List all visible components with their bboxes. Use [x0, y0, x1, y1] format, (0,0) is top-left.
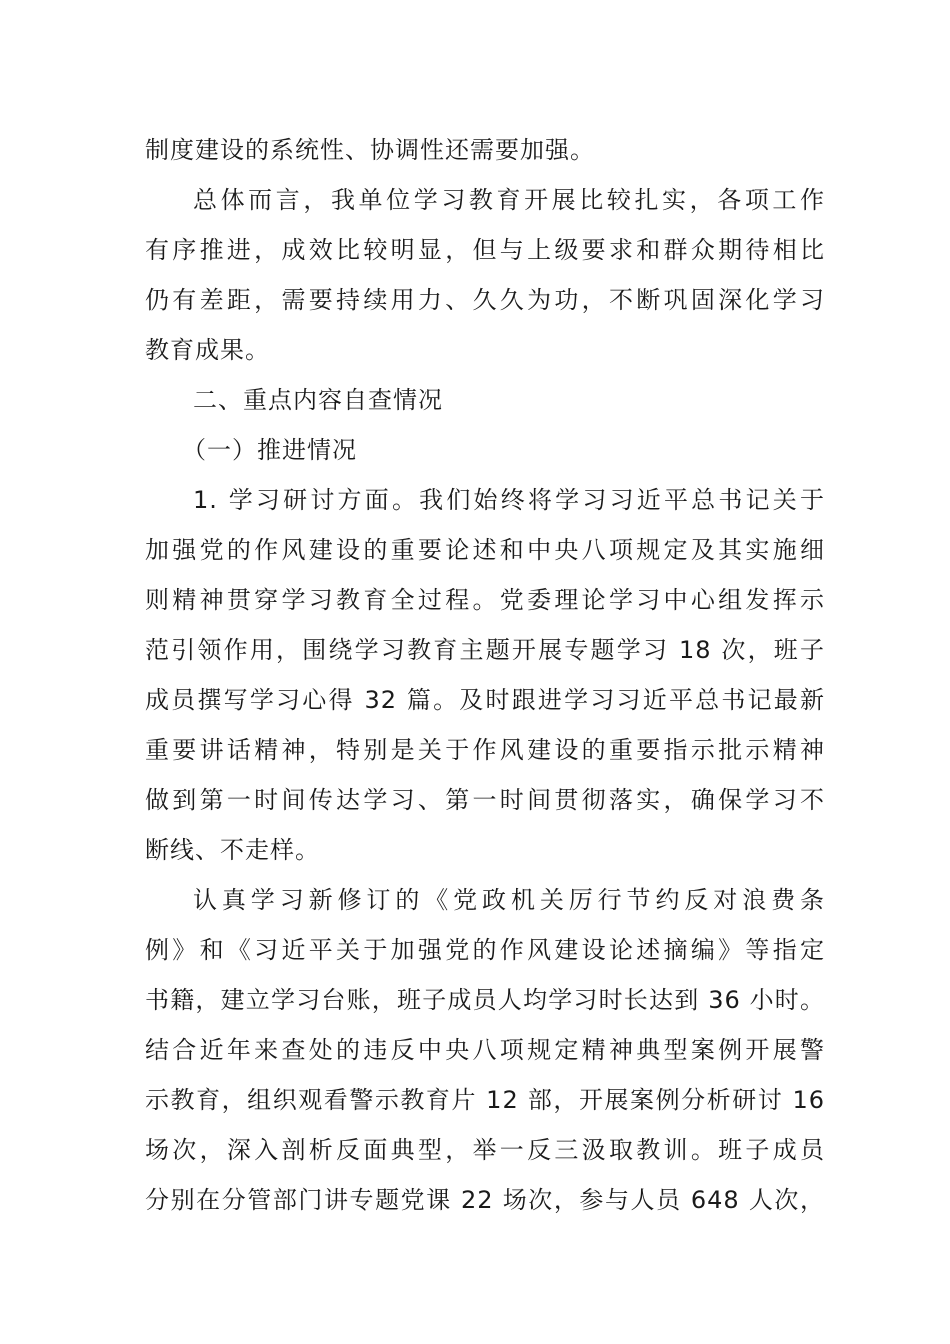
text-line-1: 制度建设的系统性、协调性还需要加强。	[145, 136, 595, 164]
text-line-10: 则精神贯穿学习教育全过程。党委理论学习中心组发挥示	[145, 586, 825, 614]
text-line-11: 范引领作用，围绕学习教育主题开展专题学习 18 次，班子	[145, 636, 825, 664]
text-line-17: 例》和《习近平关于加强党的作风建设论述摘编》等指定	[145, 936, 825, 964]
section-heading: 二、重点内容自查情况	[193, 386, 443, 414]
text-line-14: 做到第一时间传达学习、第一时间贯彻落实，确保学习不	[145, 786, 825, 814]
text-line-3: 有序推进，成效比较明显，但与上级要求和群众期待相比	[145, 236, 825, 264]
text-line-15: 断线、不走样。	[145, 836, 320, 864]
text-line-20: 示教育，组织观看警示教育片 12 部，开展案例分析研讨 16	[145, 1086, 825, 1114]
text-line-22: 分别在分管部门讲专题党课 22 场次，参与人员 648 人次，	[145, 1186, 825, 1214]
text-line-12: 成员撰写学习心得 32 篇。及时跟进学习习近平总书记最新	[145, 686, 825, 714]
text-line-16: 认真学习新修订的《党政机关厉行节约反对浪费条	[193, 886, 825, 914]
text-line-9: 加强党的作风建设的重要论述和中央八项规定及其实施细	[145, 536, 825, 564]
subsection-heading: （一）推进情况	[182, 436, 357, 464]
text-line-18: 书籍，建立学习台账，班子成员人均学习时长达到 36 小时。	[145, 986, 825, 1014]
text-line-8: 1. 学习研讨方面。我们始终将学习习近平总书记关于	[193, 486, 825, 514]
text-line-13: 重要讲话精神，特别是关于作风建设的重要指示批示精神	[145, 736, 825, 764]
text-line-2: 总体而言，我单位学习教育开展比较扎实，各项工作	[193, 186, 825, 214]
text-line-19: 结合近年来查处的违反中央八项规定精神典型案例开展警	[145, 1036, 825, 1064]
text-line-21: 场次，深入剖析反面典型，举一反三汲取教训。班子成员	[145, 1136, 825, 1164]
text-line-4: 仍有差距，需要持续用力、久久为功，不断巩固深化学习	[145, 286, 825, 314]
text-line-5: 教育成果。	[145, 336, 270, 364]
